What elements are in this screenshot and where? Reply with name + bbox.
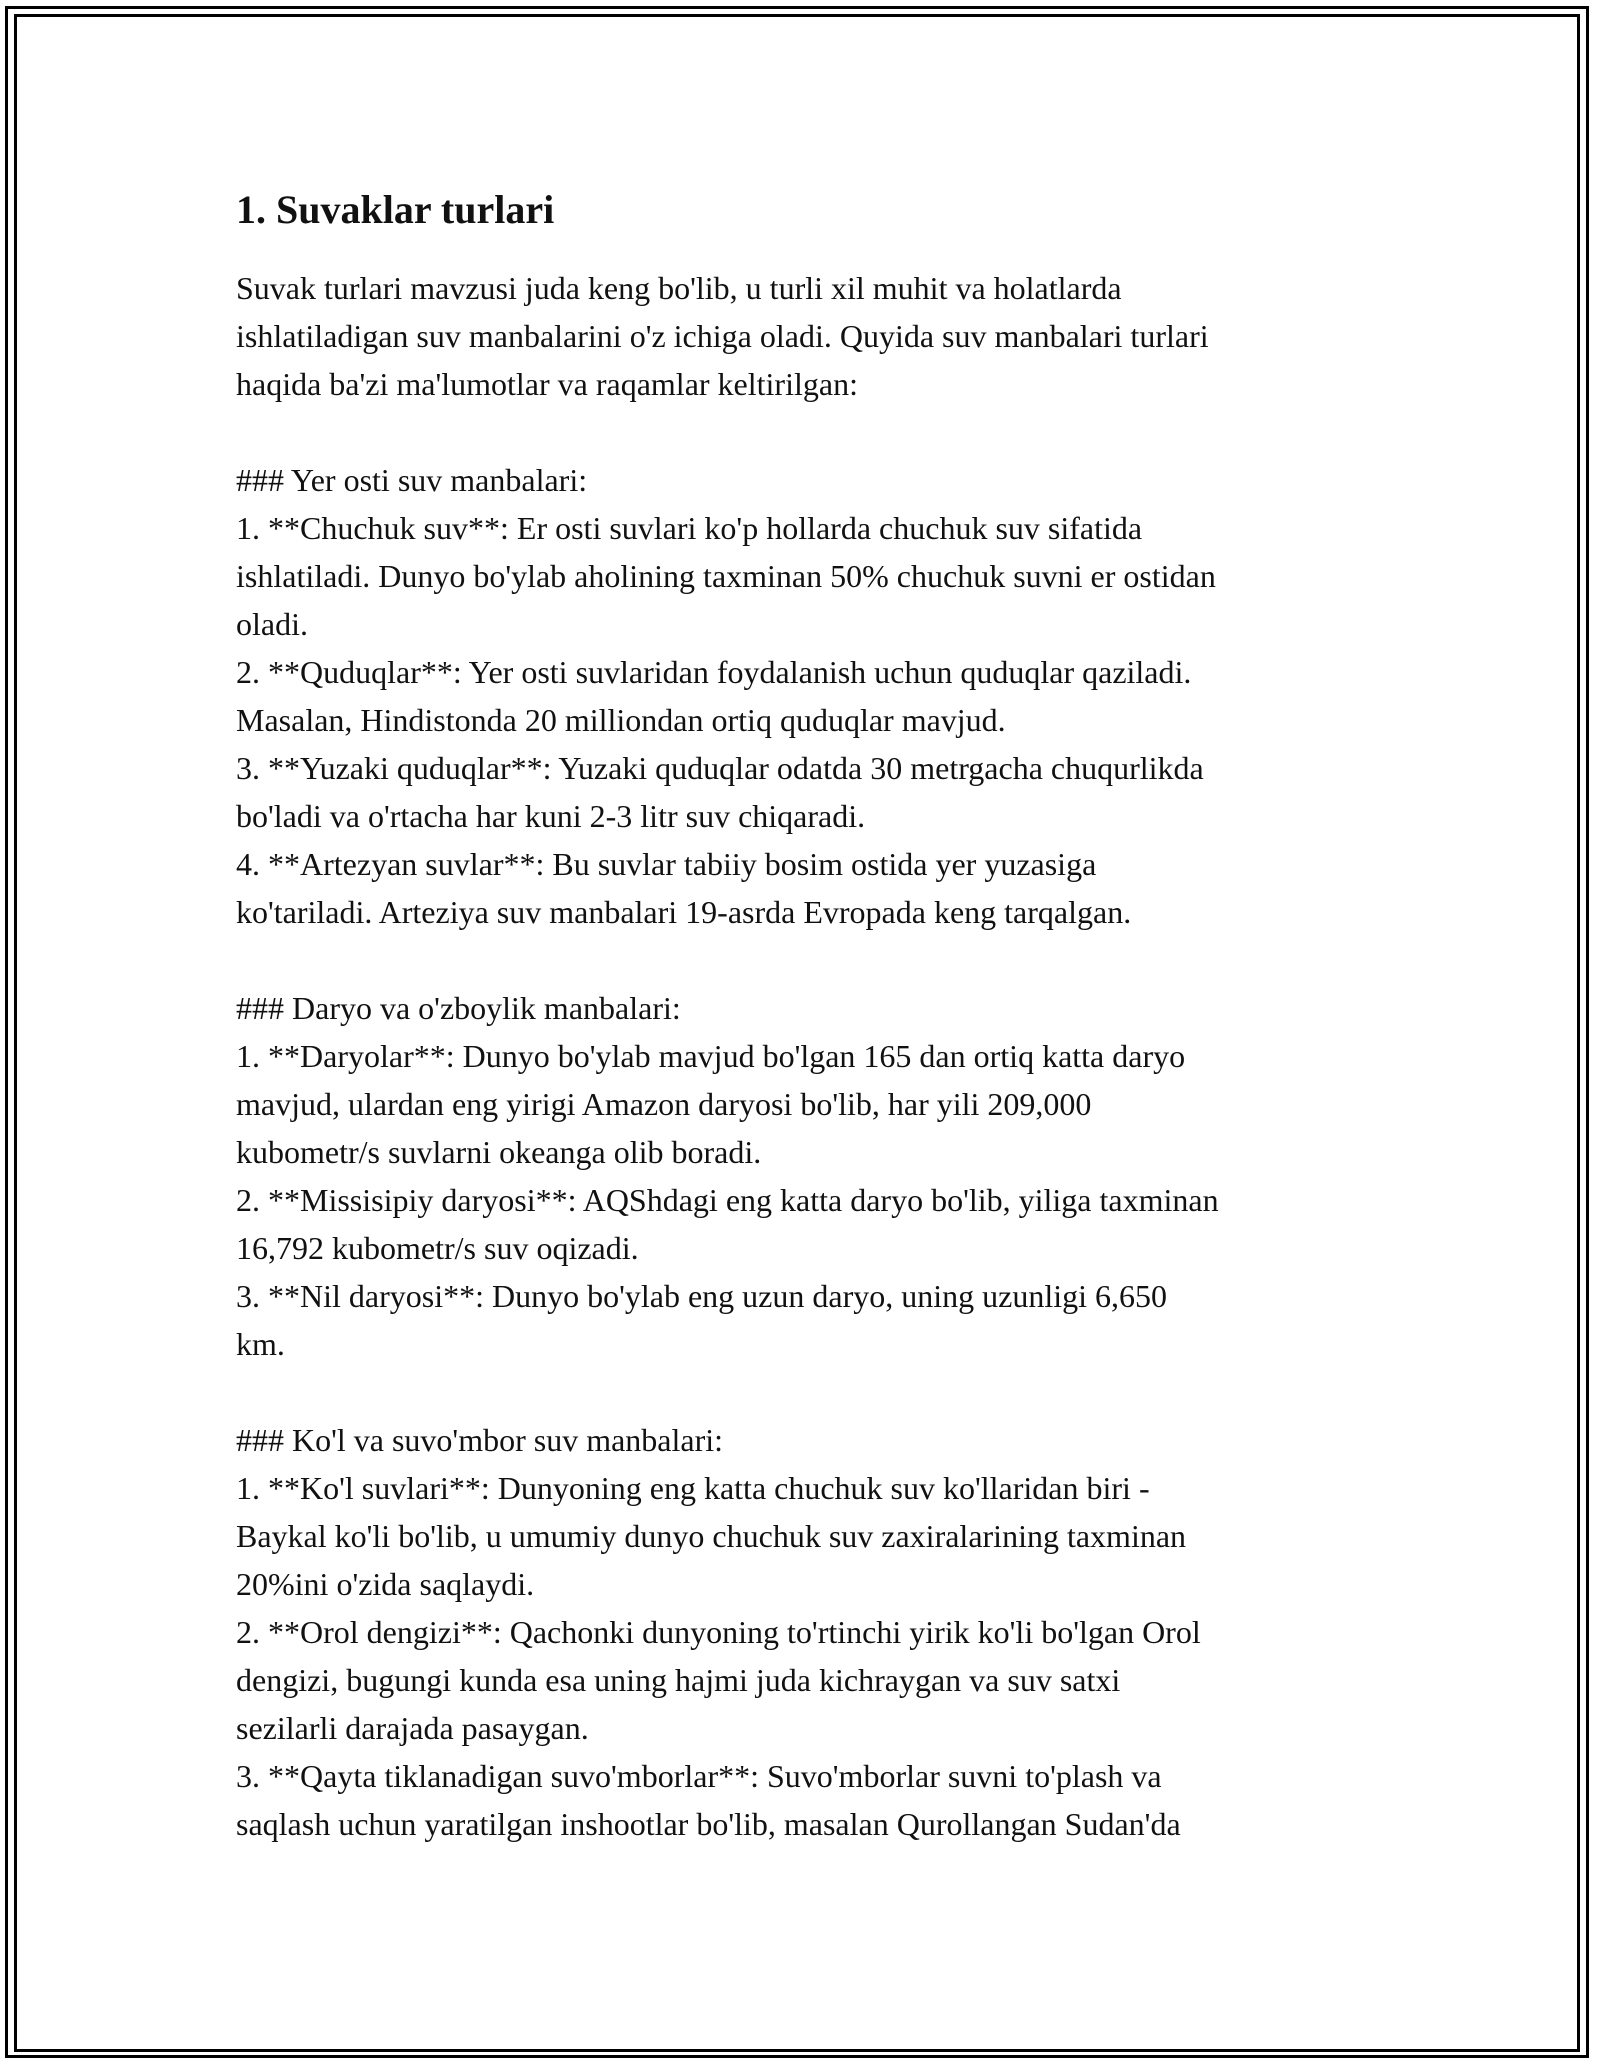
text-line: 3. **Yuzaki quduqlar**: Yuzaki quduqlar odatda 30 metrgacha chuqurlikda <box>236 750 1204 786</box>
text-line: 4. **Artezyan suvlar**: Bu suvlar tabiiy bosim ostida yer yuzasiga <box>236 846 1097 882</box>
text-line: Masalan, Hindistonda 20 milliondan ortiq quduqlar mavjud. <box>236 702 1006 738</box>
text-line: ishlatiladigan suv manbalarini o'z ichiga oladi. Quyida suv manbalari turlari <box>236 318 1209 354</box>
intro-paragraph <box>236 264 1386 408</box>
paragraph-list <box>236 264 1386 1848</box>
text-line: 20%ini o'zida saqlaydi. <box>236 1566 535 1602</box>
text-line: ### Daryo va o'zboylik manbalari: <box>236 990 681 1026</box>
text-line: km. <box>236 1326 285 1362</box>
text-line: 2. **Quduqlar**: Yer osti suvlaridan foydalanish uchun quduqlar qaziladi. <box>236 654 1192 690</box>
paragraph-spacer <box>236 936 1386 984</box>
text-line: ### Yer osti suv manbalari: <box>236 462 588 498</box>
text-line: 3. **Qayta tiklanadigan suvo'mborlar**: Suvo'mborlar suvni to'plash va <box>236 1758 1162 1794</box>
text-line: 1. **Chuchuk suv**: Er osti suvlari ko'p hollarda chuchuk suv sifatida <box>236 510 1143 546</box>
text-line: dengizi, bugungi kunda esa uning hajmi juda kichraygan va suv satxi <box>236 1662 1121 1698</box>
text-line: 1. **Ko'l suvlari**: Dunyoning eng katta chuchuk suv ko'llaridan biri - <box>236 1470 1150 1506</box>
paragraph-spacer <box>236 408 1386 456</box>
text-line: ### Ko'l va suvo'mbor suv manbalari: <box>236 1422 724 1458</box>
text-line: Suvak turlari mavzusi juda keng bo'lib, u turli xil muhit va holatlarda <box>236 270 1122 306</box>
text-line: mavjud, ulardan eng yirigi Amazon daryosi bo'lib, har yili 209,000 <box>236 1086 1092 1122</box>
text-line: 2. **Orol dengizi**: Qachonki dunyoning to'rtinchi yirik ko'li bo'lgan Orol <box>236 1614 1201 1650</box>
text-line: oladi. <box>236 606 308 642</box>
text-line: ishlatiladi. Dunyo bo'ylab aholining taxminan 50% chuchuk suvni er ostidan <box>236 558 1216 594</box>
text-line: 1. **Daryolar**: Dunyo bo'ylab mavjud bo'lgan 165 dan ortiq katta daryo <box>236 1038 1186 1074</box>
text-line: ko'tariladi. Arteziya suv manbalari 19-asrda Evropada keng tarqalgan. <box>236 894 1132 930</box>
text-line: kubometr/s suvlarni okeanga olib boradi. <box>236 1134 762 1170</box>
page-title: 1. Suvaklar turlari <box>236 187 555 232</box>
section-block <box>236 1416 1386 1848</box>
text-line: haqida ba'zi ma'lumotlar va raqamlar keltirilgan: <box>236 366 858 402</box>
text-line: saqlash uchun yaratilgan inshootlar bo'lib, masalan Qurollangan Sudan'da <box>236 1806 1181 1842</box>
text-line: Baykal ko'li bo'lib, u umumiy dunyo chuchuk suv zaxiralarining taxminan <box>236 1518 1187 1554</box>
text-line: sezilarli darajada pasaygan. <box>236 1710 589 1746</box>
text-line: 16,792 kubometr/s suv oqizadi. <box>236 1230 639 1266</box>
text-line: 3. **Nil daryosi**: Dunyo bo'ylab eng uzun daryo, uning uzunligi 6,650 <box>236 1278 1167 1314</box>
document-body <box>236 186 1386 1848</box>
text-line: bo'ladi va o'rtacha har kuni 2-3 litr suv chiqaradi. <box>236 798 866 834</box>
section-block <box>236 984 1386 1368</box>
text-line: 2. **Missisipiy daryosi**: AQShdagi eng katta daryo bo'lib, yiliga taxminan <box>236 1182 1219 1218</box>
paragraph-spacer <box>236 1368 1386 1416</box>
section-block <box>236 456 1386 936</box>
